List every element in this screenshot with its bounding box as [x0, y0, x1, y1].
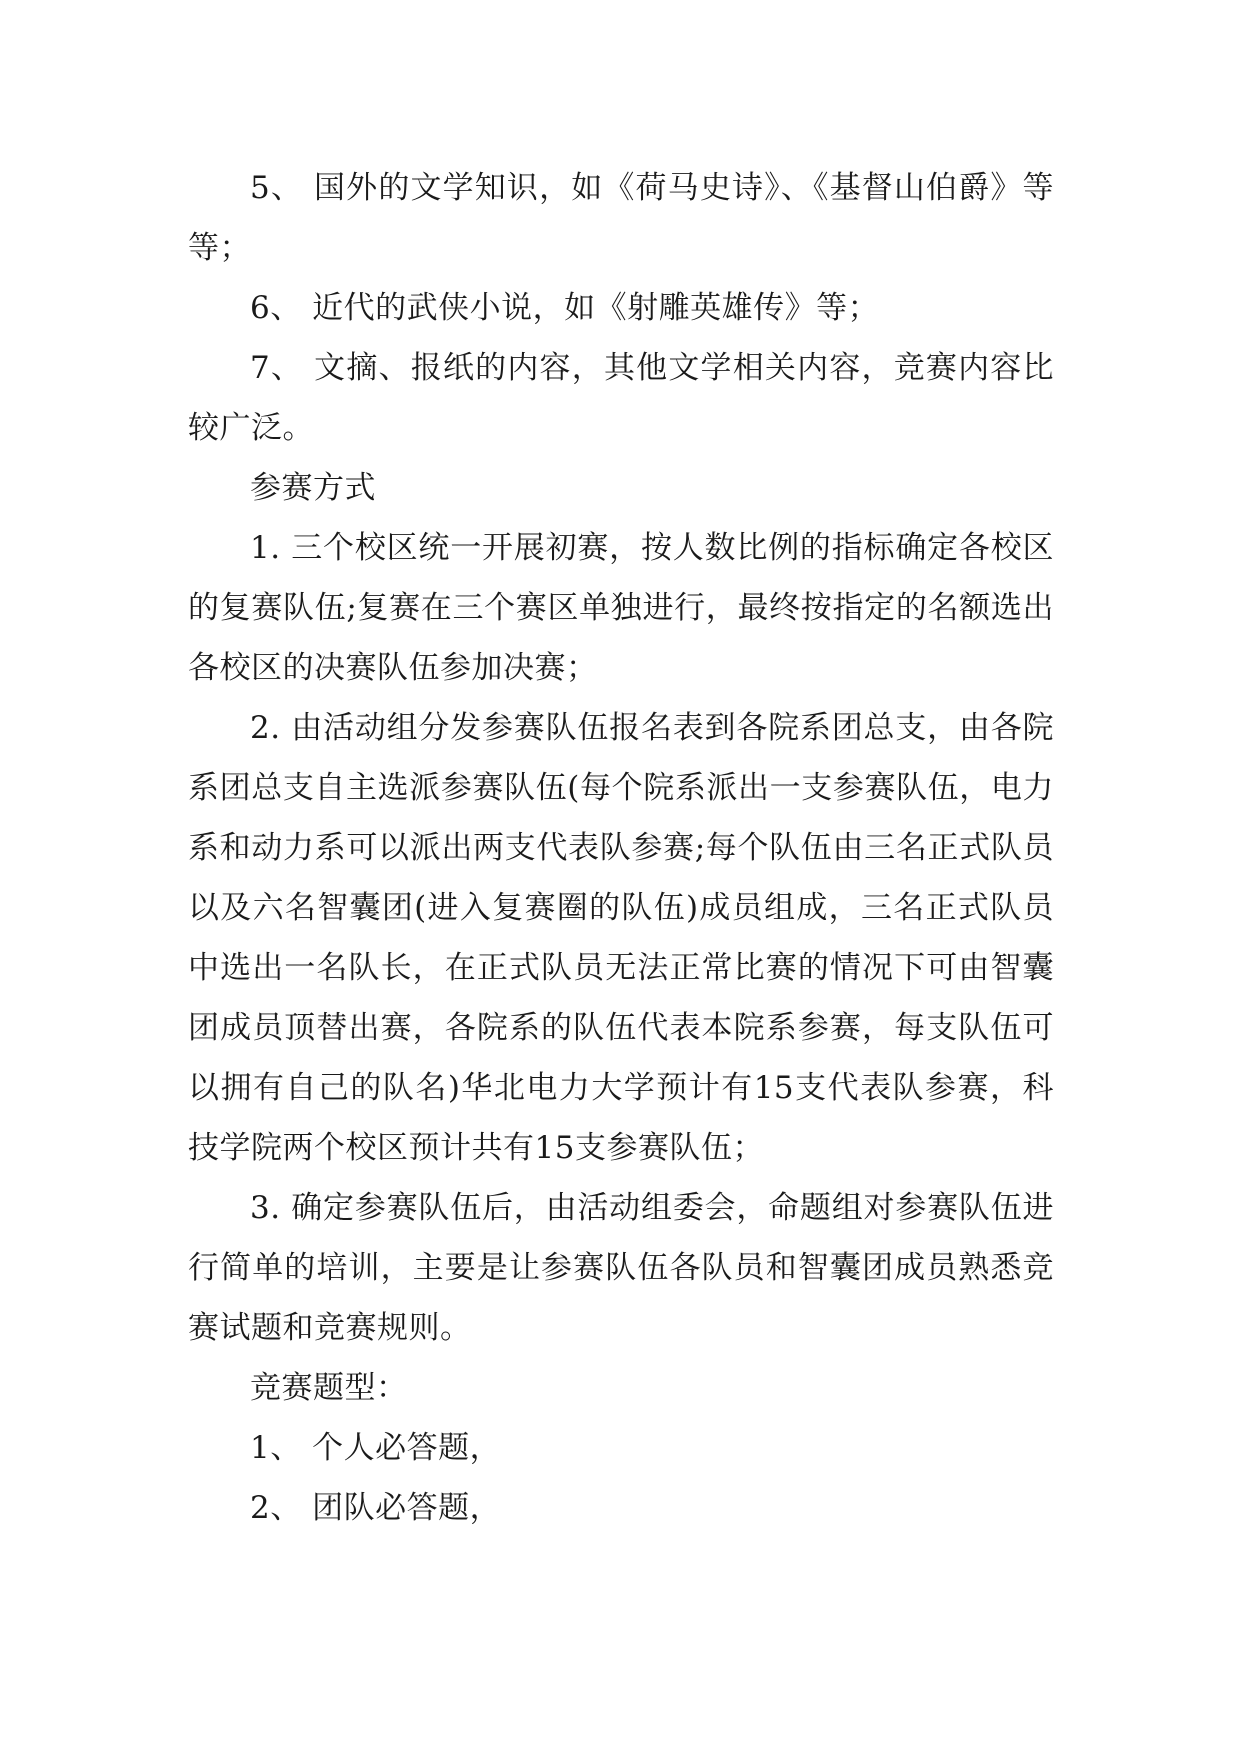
section-heading-participation: 参赛方式: [250, 470, 376, 506]
participation-rule-1: 1. 三个校区统一开展初赛，按人数比例的指标确定各校区的复赛队伍;复赛在三个赛区单独进行，最终按指定的名额选出各校区的决赛队伍参加决赛；: [188, 530, 1054, 686]
section-heading-question-types: 竞赛题型：: [250, 1370, 408, 1406]
participation-rule-3: 3. 确定参赛队伍后，由活动组委会，命题组对参赛队伍进行简单的培训，主要是让参赛队伍各队员和智囊团成员熟悉竞赛试题和竞赛规则。: [188, 1190, 1054, 1346]
question-type-2: 2、 团队必答题，: [250, 1490, 502, 1526]
question-type-1: 1、 个人必答题，: [250, 1430, 502, 1466]
document-page: [188, 158, 1054, 1538]
list-item-digest-newspaper: 7、 文摘、报纸的内容，其他文学相关内容，竞赛内容比较广泛。: [188, 350, 1054, 446]
list-item-foreign-literature: 5、 国外的文学知识，如《荷马史诗》、《基督山伯爵》等等；: [188, 170, 1054, 266]
participation-rule-2: 2. 由活动组分发参赛队伍报名表到各院系团总支，由各院系团总支自主选派参赛队伍(每个院系派出一支参赛队伍，电力系和动力系可以派出两支代表队参赛;每个队伍由三名正式队员以及六名智囊团(进入复赛圈的队伍)成员组成，三名正式队员中选出一名队长，在正式队员无法正常比赛的情况下可由智囊团成员顶替出赛，各院系的队伍代表本院系参赛，每支队伍可以拥有自己的队名)华北电力大学预计有15支代表队参赛，科技学院两个校区预计共有15支参赛队伍；: [188, 710, 1054, 1166]
list-item-wuxia-novels: 6、 近代的武侠小说，如《射雕英雄传》等；: [250, 290, 880, 326]
